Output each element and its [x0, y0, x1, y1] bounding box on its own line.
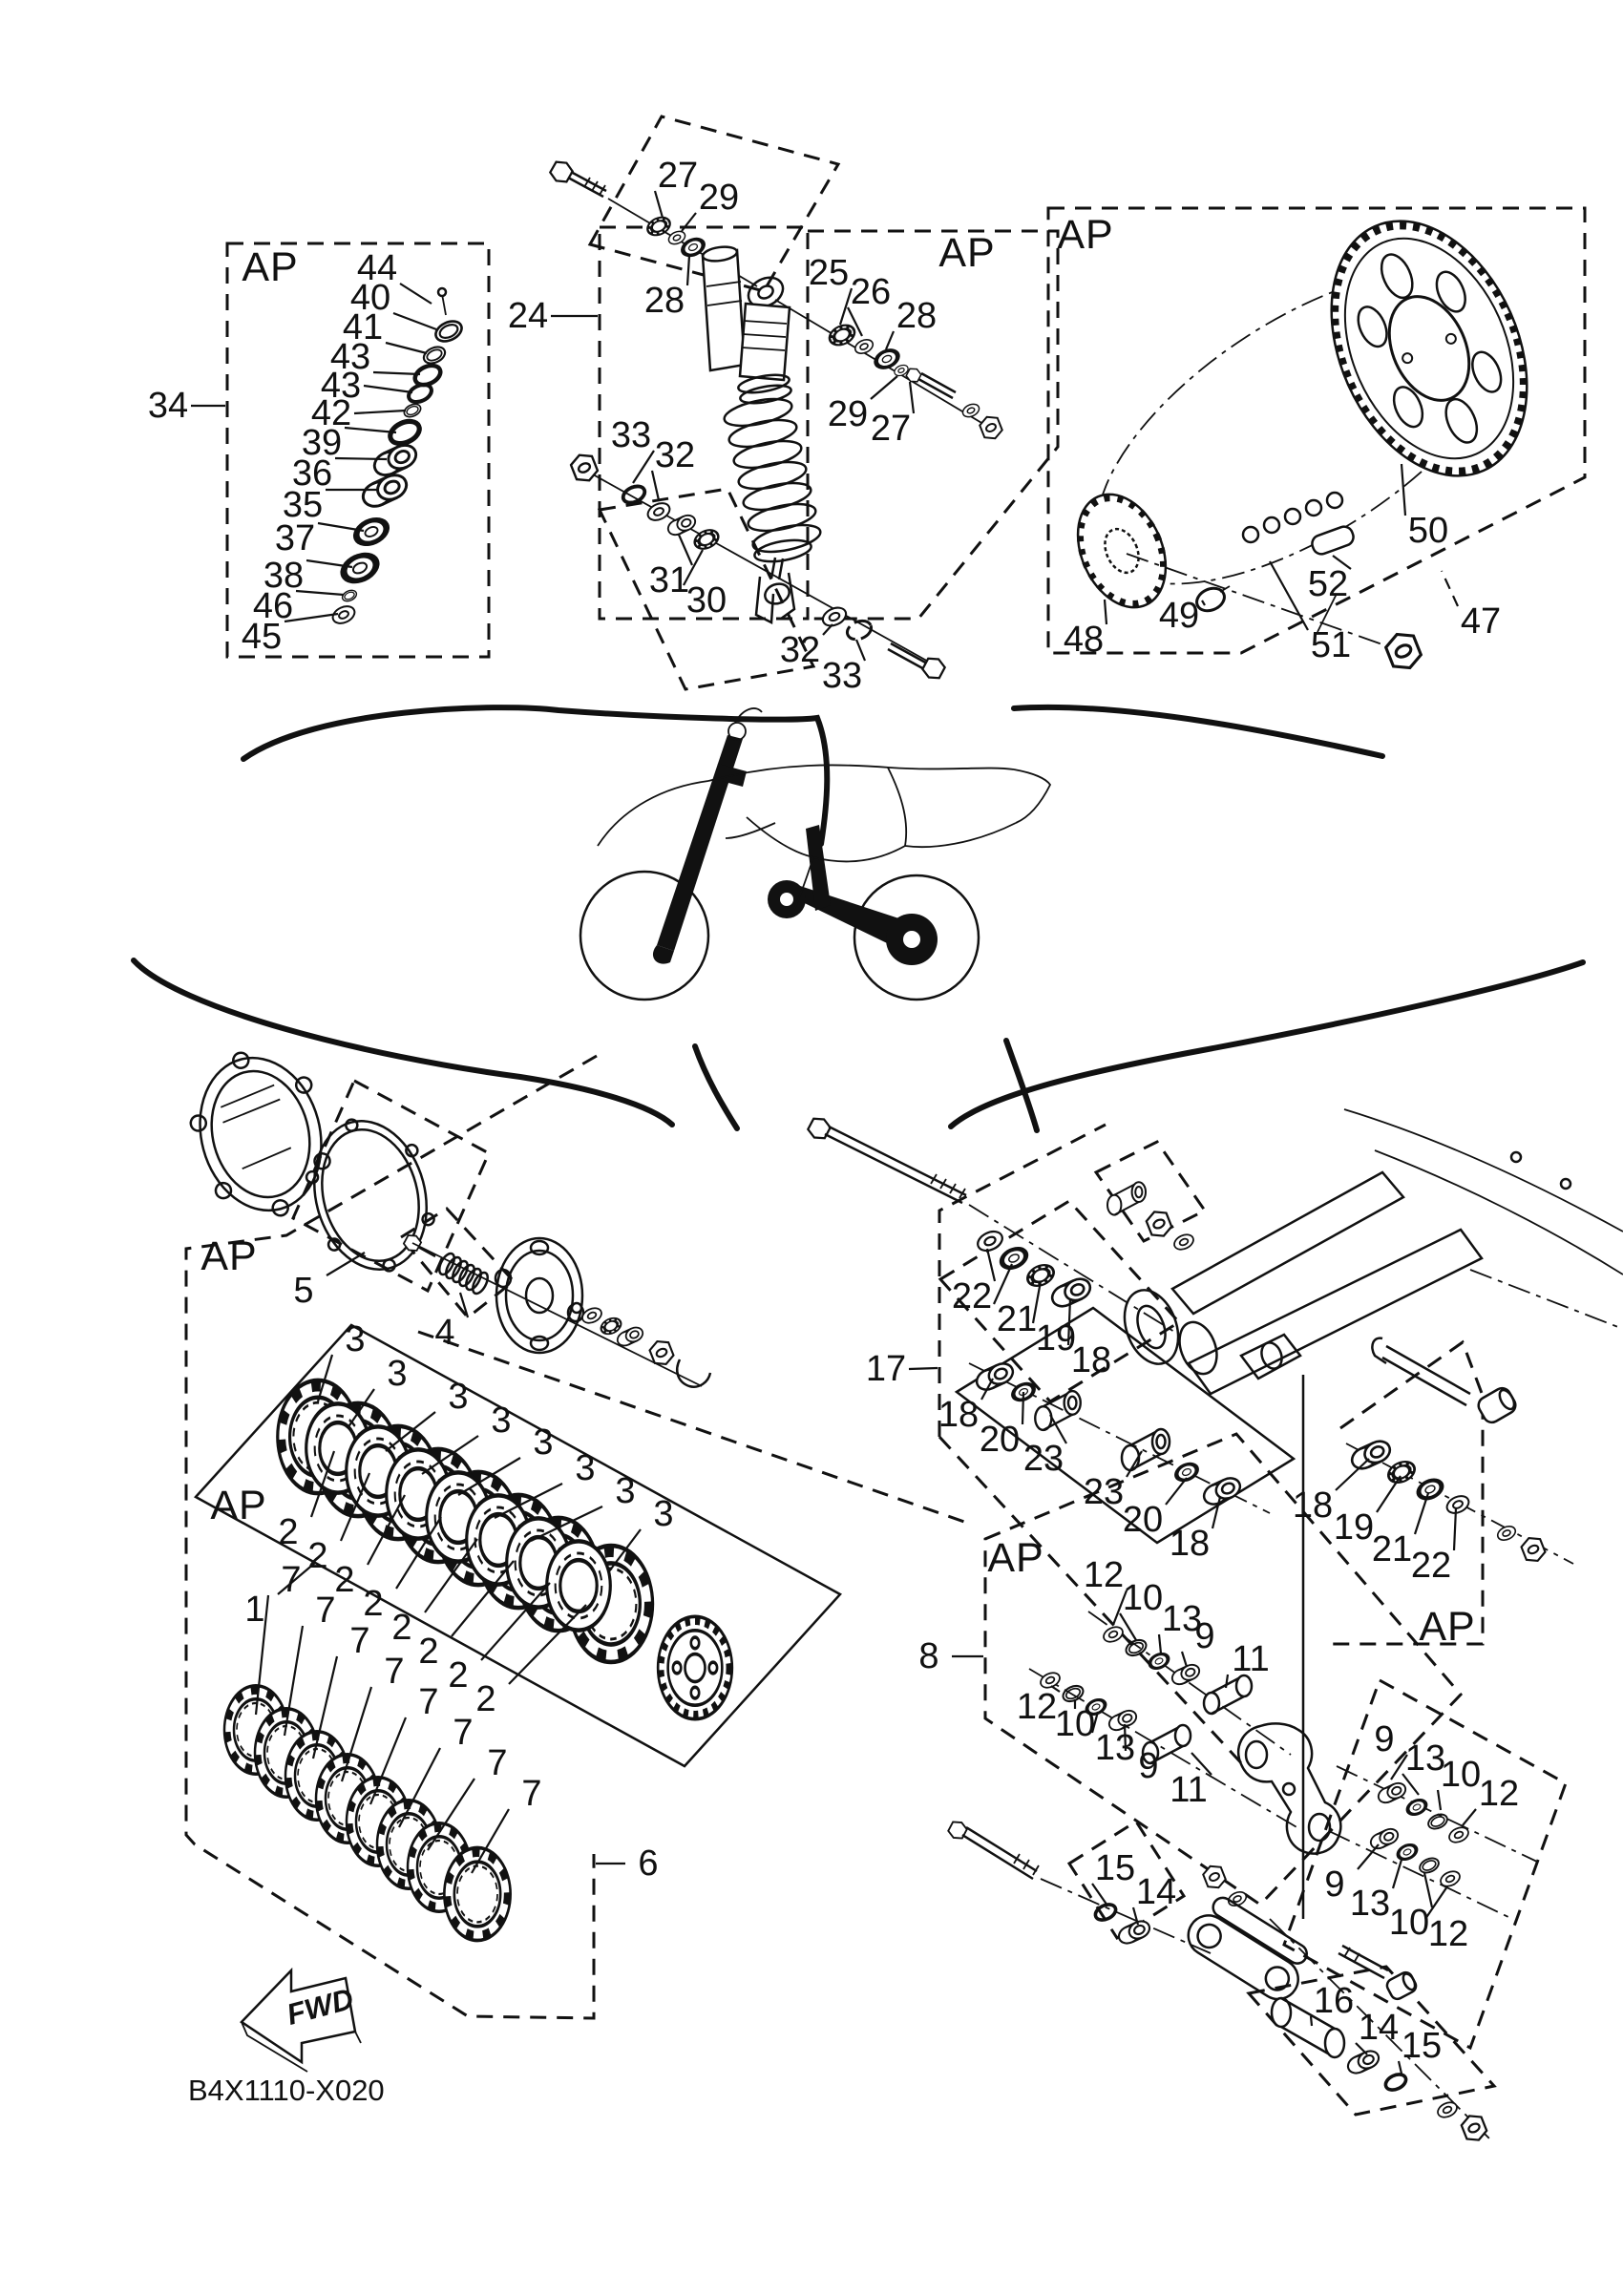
callout-52-31: 52 [1307, 564, 1349, 604]
callout-3-39: 3 [345, 1319, 366, 1359]
callout-12-93: 12 [1478, 1774, 1520, 1814]
leader-13-95 [1393, 1860, 1402, 1888]
callout-7-62: 7 [521, 1774, 542, 1814]
callout-24-14: 24 [507, 296, 549, 336]
master-link [1310, 524, 1356, 557]
ap-label-5: AP [987, 1535, 1044, 1581]
callout-2-54: 2 [475, 1679, 496, 1719]
callout-8-79: 8 [918, 1636, 939, 1676]
callout-43-4: 43 [329, 337, 371, 377]
fwd-label: FWD [283, 1981, 357, 2032]
callout-13-82: 13 [1161, 1599, 1203, 1639]
ap-label-0: AP [242, 244, 299, 290]
fwd-arrow [242, 1970, 361, 2072]
leader-28-17 [687, 256, 689, 285]
callout-9-83: 9 [1194, 1616, 1215, 1656]
leader-49-34 [1202, 600, 1205, 605]
callout-1-38: 1 [244, 1590, 265, 1630]
callout-16-100: 16 [1313, 1981, 1355, 2021]
callout-28-20: 28 [896, 296, 938, 336]
callout-37-10: 37 [274, 518, 316, 558]
callout-15-98: 15 [1094, 1848, 1136, 1888]
callout-19-76: 19 [1333, 1507, 1375, 1548]
leader-43-4 [373, 372, 420, 374]
leader-43-5 [364, 386, 412, 392]
callout-5-36: 5 [293, 1271, 314, 1311]
callout-23-72: 23 [1083, 1472, 1125, 1512]
callout-20-73: 20 [1122, 1500, 1164, 1540]
callout-15-102: 15 [1401, 2026, 1443, 2066]
callout-25-18: 25 [808, 253, 850, 293]
callout-10-86: 10 [1054, 1704, 1096, 1744]
leader-12-93 [1463, 1809, 1476, 1825]
leader-42-6 [354, 411, 406, 413]
callout-7-59: 7 [418, 1682, 439, 1722]
callout-28-17: 28 [643, 281, 685, 321]
leader-40-2 [393, 313, 436, 329]
callout-10-81: 10 [1122, 1578, 1164, 1618]
clutch-boss [658, 1616, 732, 1718]
leader-50-30 [1402, 464, 1405, 516]
callout-18-75: 18 [1292, 1485, 1334, 1526]
callout-45-13: 45 [241, 617, 283, 657]
callout-32-27: 32 [779, 630, 821, 670]
callout-12-85: 12 [1016, 1687, 1058, 1727]
leader-9-83 [1182, 1652, 1187, 1667]
callout-3-40: 3 [387, 1354, 408, 1394]
callout-30-26: 30 [685, 580, 727, 621]
callout-2-50: 2 [363, 1584, 384, 1624]
cover-gasket [295, 1105, 446, 1285]
leader-13-82 [1159, 1634, 1161, 1654]
callout-50-30: 50 [1407, 511, 1449, 551]
callout-23-71: 23 [1022, 1439, 1064, 1479]
callout-43-5: 43 [320, 366, 362, 406]
callout-18-69: 18 [938, 1395, 980, 1435]
callout-33-23: 33 [610, 415, 652, 455]
callout-21-77: 21 [1371, 1529, 1413, 1569]
callout-9-94: 9 [1324, 1864, 1345, 1905]
callout-22-78: 22 [1410, 1546, 1452, 1586]
drawing-code: B4X1110-X020 [188, 2074, 385, 2107]
callout-35-9: 35 [282, 485, 324, 525]
callout-10-92: 10 [1440, 1755, 1482, 1795]
leader-44-1 [400, 284, 432, 304]
callout-3-43: 3 [533, 1422, 554, 1463]
ap-label-1: AP [938, 230, 996, 276]
callout-27-22: 27 [870, 409, 912, 449]
callout-11-89: 11 [1170, 1770, 1208, 1810]
callout-38-11: 38 [263, 556, 305, 596]
callout-2-52: 2 [418, 1632, 439, 1672]
callout-3-46: 3 [653, 1494, 674, 1534]
ap-label-4: AP [210, 1483, 267, 1528]
callout-46-12: 46 [252, 586, 294, 626]
callout-31-25: 31 [648, 560, 690, 600]
swingarm-body [1115, 1109, 1623, 1394]
leader-21-66 [994, 1264, 1012, 1304]
callout-3-45: 3 [615, 1471, 636, 1511]
motorcycle-silhouette [580, 708, 1050, 1000]
leader-19-76 [1377, 1476, 1401, 1512]
leader-28-20 [886, 331, 894, 349]
callout-13-95: 13 [1349, 1884, 1391, 1924]
callout-41-3: 41 [342, 307, 384, 348]
callout-18-74: 18 [1169, 1524, 1211, 1564]
callout-33-28: 33 [821, 656, 863, 696]
callout-13-87: 13 [1094, 1728, 1136, 1768]
callout-7-56: 7 [315, 1590, 336, 1631]
callout-29-16: 29 [698, 178, 740, 218]
ap-label-6: AP [1419, 1604, 1476, 1650]
clutch-axis [412, 1243, 702, 1386]
callout-7-58: 7 [384, 1652, 405, 1692]
callout-26-19: 26 [850, 272, 892, 312]
chain-links [1243, 493, 1356, 557]
relay-arm [1238, 1723, 1340, 1853]
leader-39-7 [345, 428, 396, 432]
callout-7-57: 7 [349, 1621, 370, 1661]
callout-20-70: 20 [979, 1420, 1021, 1460]
callout-7-61: 7 [487, 1743, 508, 1783]
callout-10-96: 10 [1388, 1903, 1430, 1943]
leader-47-35 [1442, 571, 1458, 606]
callout-34-0: 34 [147, 386, 189, 426]
leader-16-100 [1311, 2016, 1312, 2026]
leader-17-64 [909, 1368, 938, 1369]
callout-2-48: 2 [307, 1536, 328, 1576]
callout-17-64: 17 [865, 1349, 907, 1389]
callout-21-66: 21 [996, 1299, 1038, 1339]
lower-axis [578, 466, 940, 668]
leader-9-94 [1358, 1844, 1379, 1869]
callout-12-97: 12 [1427, 1914, 1469, 1954]
ap-label-2: AP [1057, 212, 1114, 258]
callout-14-99: 14 [1135, 1872, 1177, 1912]
callout-11-84: 11 [1232, 1639, 1270, 1679]
callout-36-8: 36 [291, 453, 333, 494]
leader-48-33 [1105, 600, 1107, 624]
callout-22-65: 22 [951, 1276, 993, 1317]
callout-44-1: 44 [356, 248, 398, 288]
callout-47-35: 47 [1460, 601, 1502, 642]
callout-12-80: 12 [1083, 1555, 1125, 1595]
leader-22-78 [1454, 1508, 1456, 1550]
callout-2-49: 2 [334, 1560, 355, 1600]
callout-40-2: 40 [349, 278, 391, 318]
leader-20-70 [1022, 1392, 1023, 1424]
leader-20-73 [1166, 1478, 1187, 1505]
shock-body [702, 245, 823, 622]
callout-29-21: 29 [827, 394, 869, 434]
callout-4-37: 4 [434, 1313, 455, 1353]
callout-2-47: 2 [278, 1512, 299, 1552]
rear-sprocket [1294, 190, 1565, 506]
pressure-plate [495, 1238, 583, 1353]
callout-2-53: 2 [448, 1655, 469, 1696]
callout-2-51: 2 [391, 1608, 412, 1648]
callout-3-42: 3 [491, 1401, 512, 1441]
leader-11-84 [1226, 1675, 1228, 1688]
callout-9-90: 9 [1374, 1719, 1395, 1759]
callout-32-24: 32 [654, 435, 696, 475]
callout-13-91: 13 [1404, 1738, 1446, 1779]
callout-6-63: 6 [638, 1843, 659, 1884]
callout-39-7: 39 [301, 423, 343, 463]
callout-9-88: 9 [1138, 1746, 1159, 1786]
leader-41-3 [386, 343, 427, 353]
callout-51-32: 51 [1310, 625, 1352, 665]
leader-33-23 [633, 451, 654, 483]
leader-36-8 [335, 458, 387, 459]
callout-7-55: 7 [281, 1560, 302, 1600]
ap-label-3: AP [200, 1233, 258, 1279]
callout-19-67: 19 [1035, 1318, 1077, 1359]
callout-42-6: 42 [310, 393, 352, 433]
callout-3-44: 3 [575, 1448, 596, 1488]
leader-51-32 [1270, 561, 1308, 630]
callout-3-41: 3 [448, 1377, 469, 1417]
callout-49-34: 49 [1158, 596, 1200, 636]
callout-14-101: 14 [1358, 2008, 1400, 2048]
callout-27-15: 27 [657, 156, 699, 196]
leader-29-21 [871, 376, 897, 399]
callout-18-68: 18 [1070, 1340, 1112, 1380]
callout-7-60: 7 [453, 1713, 474, 1753]
callout-48-33: 48 [1063, 620, 1105, 660]
